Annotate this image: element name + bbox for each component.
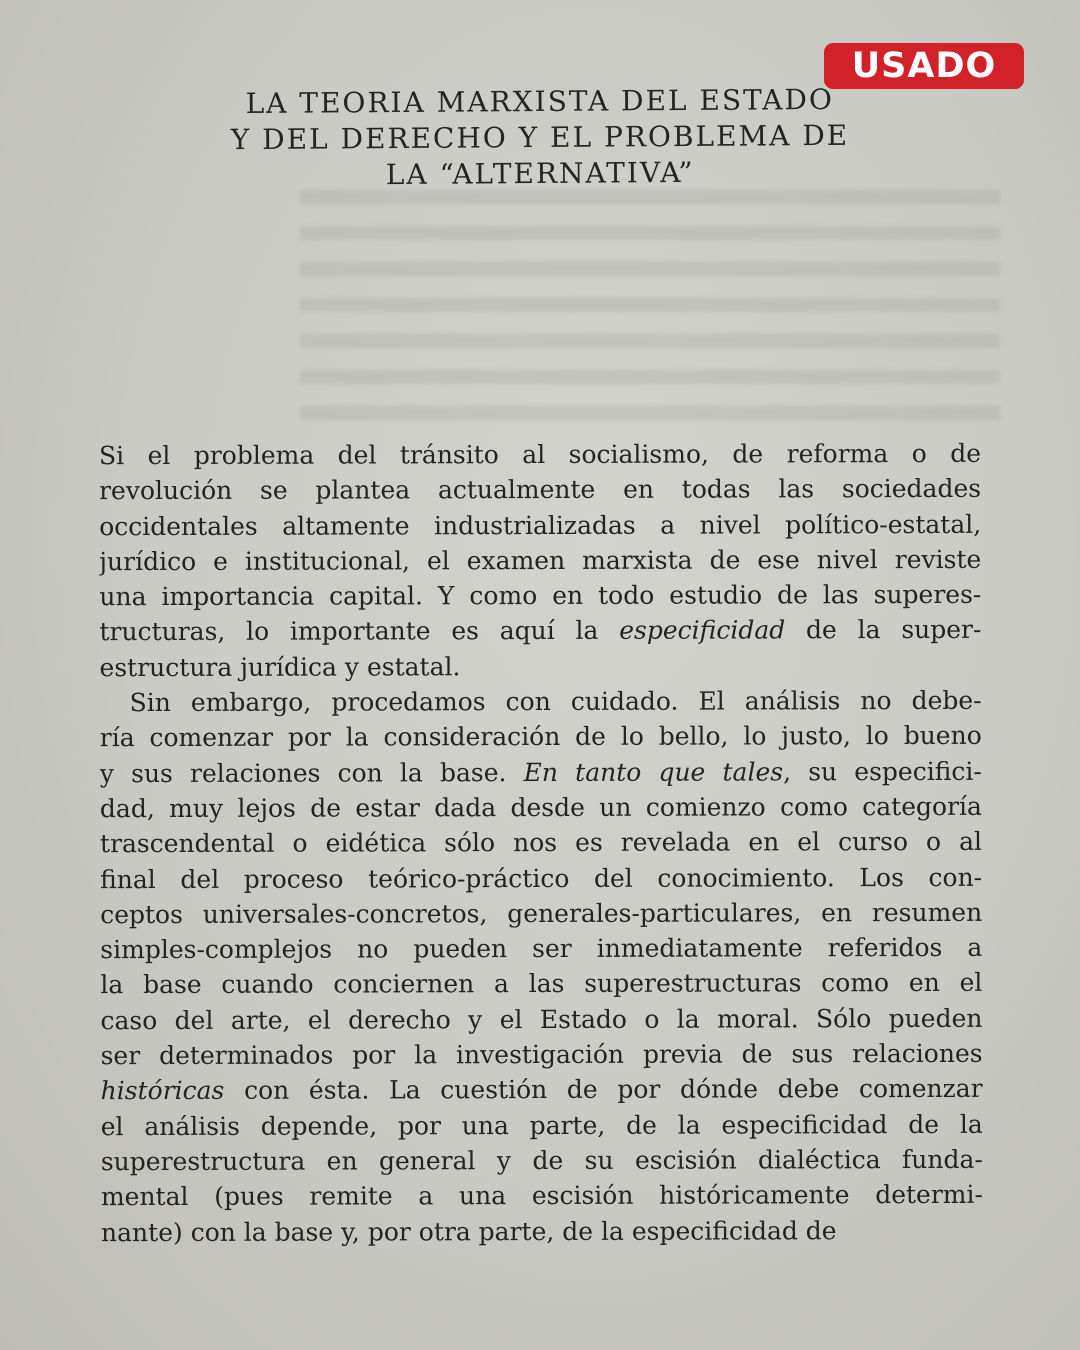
line-text: la base cuando conciernen a las superestructuras como en el (100, 968, 983, 1000)
body-line (100, 789, 982, 827)
line-text: con ésta. La cuestión de por dónde debe comenzar (224, 1074, 983, 1106)
body-text (99, 436, 983, 1250)
line-text: y sus relaciones con la base. (99, 757, 524, 788)
line-text: trascendental o eidética sólo nos es revelada en el curso o al (99, 827, 983, 859)
chapter-title-line-3: LA “ALTERNATIVA” (385, 155, 695, 192)
italic-text: En tanto que tales (523, 757, 784, 787)
line-text: tructuras, lo importante es aquí la (99, 616, 620, 647)
line-text: estructura jurídica y estatal. (99, 651, 461, 682)
body-line (100, 1001, 982, 1039)
line-text: revolución se plantea actualmente en todas las sociedades (99, 474, 982, 506)
body-line (100, 859, 982, 897)
body-line (99, 612, 981, 650)
line-text: caso del arte, el derecho y el Estado o la moral. Sólo pueden (100, 1003, 983, 1035)
body-line (101, 1036, 983, 1074)
body-line (101, 1177, 983, 1215)
line-text: ría comenzar por la consideración de lo bello, lo justo, lo bueno (99, 721, 982, 753)
line-text: Si el problema del tránsito al socialismo, de reforma o de (98, 438, 982, 471)
body-line (99, 577, 981, 615)
line-text: superestructura en general y de su escisión dialéctica funda- (100, 1144, 983, 1177)
line-text: el análisis depende, por una parte, de la especificidad de la (100, 1109, 983, 1141)
body-line (100, 930, 982, 968)
line-text: nante) con la base y, por otra parte, de la especificidad de (100, 1215, 837, 1247)
bleed-through-texture (300, 190, 1000, 420)
chapter-title-line-1: LA TEORIA MARXISTA DEL ESTADO (245, 82, 834, 121)
body-line (101, 1106, 983, 1144)
body-line (101, 1142, 983, 1180)
line-text: ceptos universales-concretos, generales-particulares, en resumen (100, 897, 983, 930)
body-line (100, 683, 982, 721)
line-text: de la super- (785, 615, 982, 645)
line-text: final del proceso teórico-práctico del conocimiento. Los con- (100, 862, 983, 894)
body-line (99, 542, 981, 580)
line-text: una importancia capital. Y como en todo estudio de las superes- (99, 580, 982, 612)
body-line (99, 471, 981, 509)
chapter-title-line-2: Y DEL DERECHO Y EL PROBLEMA DE (230, 118, 850, 157)
body-line (99, 648, 981, 686)
line-text: Sin embargo, procedamos con cuidado. El análisis no debe- (129, 685, 982, 718)
line-text: ser determinados por la investigación previa de sus relaciones (100, 1038, 983, 1071)
body-line (100, 718, 982, 756)
italic-text: históricas (100, 1076, 225, 1106)
line-text: mental (pues remite a una escisión históricamente determi- (100, 1180, 983, 1212)
body-line (99, 506, 981, 544)
line-text: dad, muy lejos de estar dada desde un comienzo como categoría (99, 791, 982, 824)
line-text: occidentales altamente industrializadas a nivel político-estatal, (99, 509, 982, 541)
line-text: jurídico e institucional, el examen marxista de ese nivel reviste (99, 544, 982, 577)
body-line (99, 436, 981, 474)
body-line (101, 1071, 983, 1109)
body-line (100, 895, 982, 933)
used-badge-label: USADO (851, 46, 997, 86)
body-line (100, 754, 982, 792)
chapter-title (160, 81, 921, 194)
body-line (101, 1212, 983, 1250)
line-text: simples-complejos no pueden ser inmediatamente referidos a (100, 933, 983, 965)
italic-text: especificidad (619, 615, 786, 646)
body-line (100, 824, 982, 862)
body-line (100, 965, 982, 1003)
line-text: , su especifici- (783, 756, 982, 787)
